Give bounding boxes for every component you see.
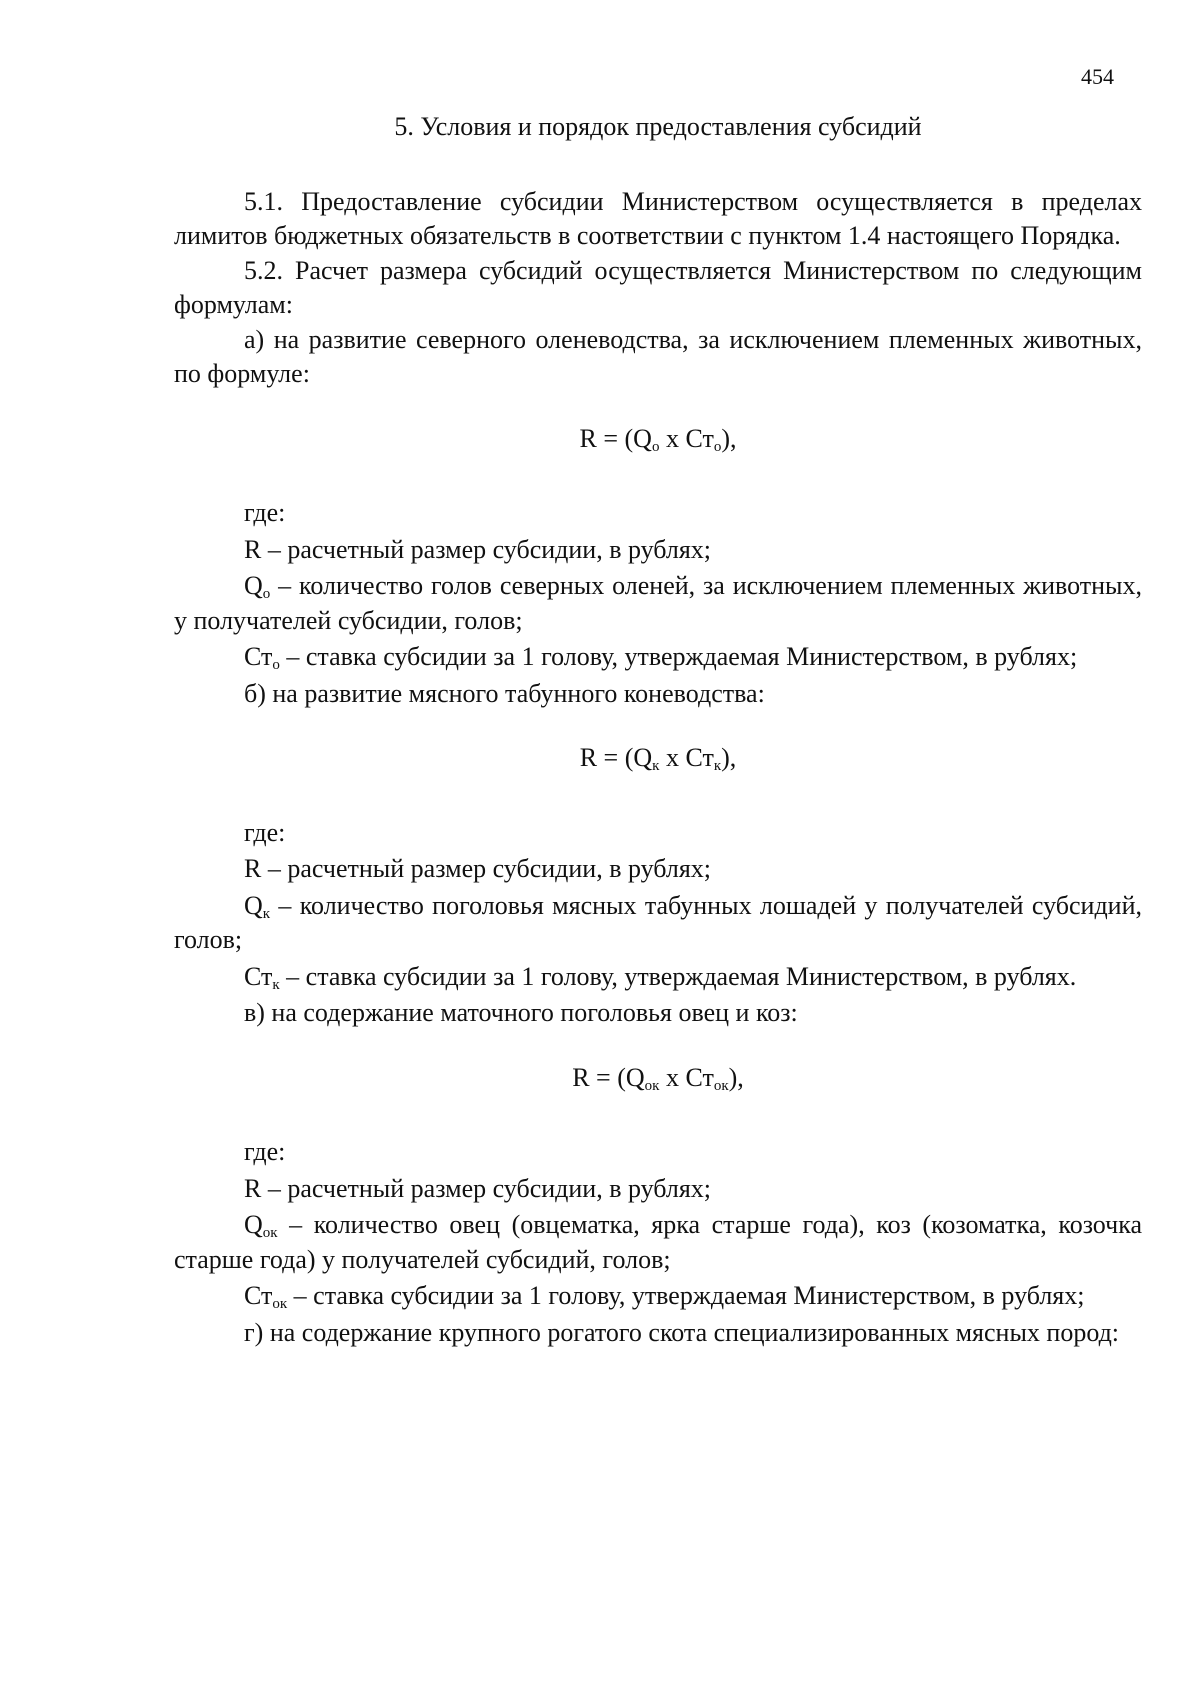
def-st-text: – ставка субсидии за 1 голову, утверждаемая Министерством, в рублях.	[279, 961, 1077, 991]
formula-a-sub2: о	[713, 438, 722, 455]
def-st-text: – ставка субсидии за 1 голову, утверждаемая Министерством, в рублях;	[279, 642, 1078, 671]
section-a-intro: а) на развитие северного оленеводства, за исключением племенных животных, по формуле:	[174, 324, 1142, 388]
section-a-where: где:	[244, 498, 286, 527]
formula-v-sub1: ок	[644, 1077, 660, 1094]
formula-b-sub1: к	[652, 758, 660, 774]
def-q-subscript: о	[262, 586, 271, 602]
def-st-symbol: Ст	[244, 1281, 273, 1310]
def-st-symbol: Ст	[244, 961, 273, 991]
page-number: 454	[1081, 64, 1114, 89]
section-b-def-st	[174, 960, 1142, 995]
def-st-symbol: Ст	[244, 642, 273, 671]
formula-b-lhs: R = (Q	[579, 743, 653, 772]
formula-v-sub2: ок	[713, 1077, 729, 1094]
formula-a-sub1: о	[651, 438, 660, 455]
formula-b-end: ),	[721, 743, 737, 772]
section-b-def-r: R – расчетный размер субсидии, в рублях;	[244, 854, 712, 883]
section-g-intro: г) на содержание крупного рогатого скота специализированных мясных пород:	[244, 1317, 1120, 1347]
formula-v-end: ),	[728, 1062, 744, 1092]
formula-a-mid: x Ст	[659, 423, 714, 453]
section-a-def-st	[174, 640, 1142, 675]
section-b-intro: б) на развитие мясного табунного коневодства:	[244, 678, 765, 708]
def-st-subscript: о	[272, 657, 280, 673]
def-q-subscript: к	[262, 905, 271, 922]
section-b-def-q	[174, 889, 1142, 958]
paragraph-5-1: 5.1. Предоставление субсидии Министерством осуществляется в пределах лимитов бюджетных обязательств в соответствии с пунктом 1.4 настоящего Порядка.	[174, 186, 1142, 250]
section-a-def-r: R – расчетный размер субсидии, в рублях;	[244, 534, 712, 564]
section-v-where: где:	[244, 1137, 286, 1166]
def-st-subscript: ок	[272, 1296, 288, 1312]
def-st-subscript: к	[272, 976, 280, 993]
formula-b-mid: x Ст	[659, 743, 714, 772]
formula-b-sub2: к	[713, 758, 722, 774]
def-q-text: – количество голов северных оленей, за исключением племенных животных, у получателей субсидии, голов;	[174, 571, 1142, 635]
def-q-symbol: Q	[244, 1210, 263, 1239]
section-v-intro: в) на содержание маточного поголовья овец и коз:	[244, 998, 798, 1027]
section-v-def-st	[174, 1279, 1142, 1314]
formula-a-end: ),	[721, 423, 737, 453]
def-q-subscript: ок	[262, 1225, 278, 1241]
formula-v-mid: x Ст	[659, 1062, 714, 1092]
section-v-def-q	[174, 1208, 1142, 1277]
document-body	[174, 110, 1142, 1350]
formula-a-lhs: R = (Q	[579, 423, 652, 453]
def-q-symbol: Q	[244, 571, 263, 600]
section-title: 5. Условия и порядок предоставления субсидий	[394, 112, 922, 141]
section-a-def-q	[174, 569, 1142, 638]
section-v-def-r: R – расчетный размер субсидии, в рублях;	[244, 1173, 712, 1203]
formula-a	[174, 422, 1142, 457]
def-q-text: – количество поголовья мясных табунных лошадей у получателей субсидий, голов;	[174, 890, 1142, 954]
def-st-text: – ставка субсидии за 1 голову, утверждаемая Министерством, в рублях;	[287, 1281, 1085, 1310]
formula-v-lhs: R = (Q	[572, 1062, 645, 1092]
formula-b	[174, 741, 1142, 776]
def-q-text: – количество овец (овцематка, ярка старше года), коз (козоматка, козочка старше года) у получателей субсидий, голов;	[174, 1210, 1142, 1274]
paragraph-5-2: 5.2. Расчет размера субсидий осуществляется Министерством по следующим формулам:	[174, 255, 1142, 319]
section-b-where: где:	[244, 817, 286, 847]
formula-v	[174, 1061, 1142, 1096]
def-q-symbol: Q	[244, 890, 263, 920]
